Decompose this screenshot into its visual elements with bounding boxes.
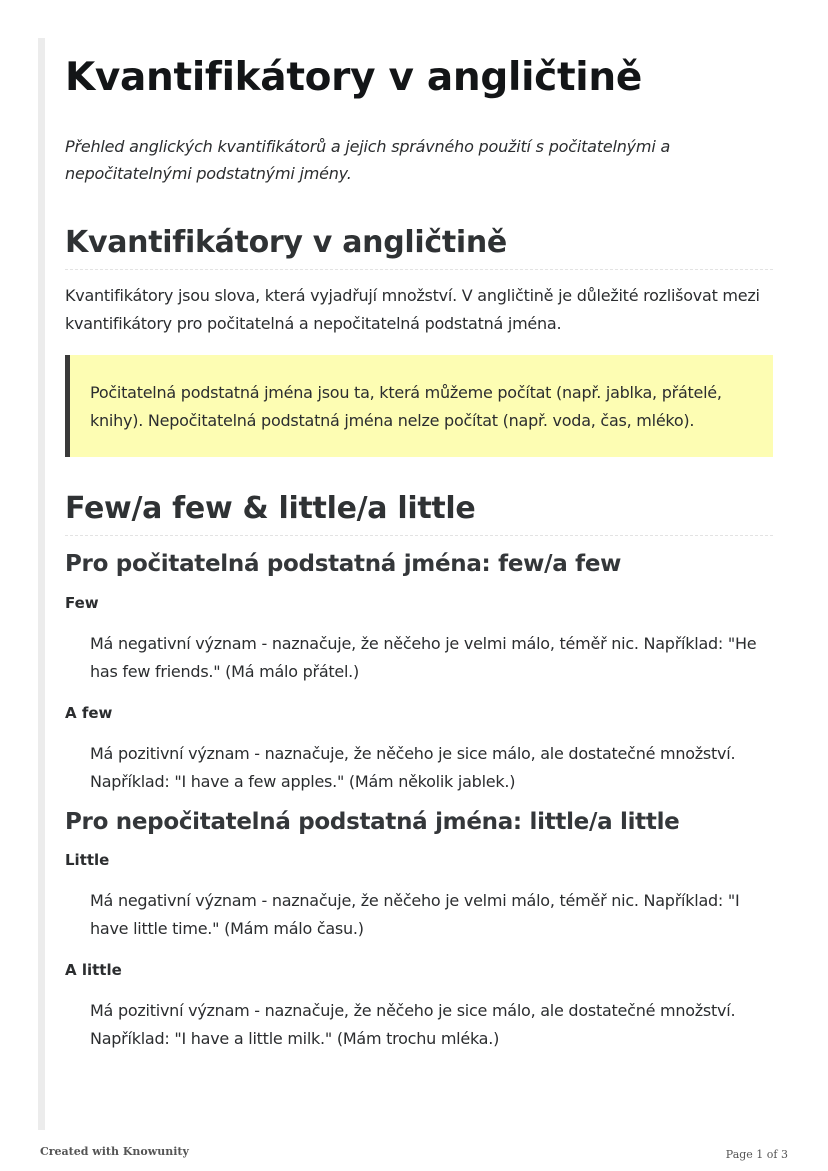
term-little: Little (65, 851, 110, 870)
intro-section (65, 225, 773, 457)
note-callout: Počitatelná podstatná jména jsou ta, která můžeme počítat (např. jablka, přátelé, knihy). Nepočitatelná podstatná jména nelze počítat (např. voda, čas, mléko). (65, 355, 773, 457)
left-margin-rule (38, 38, 45, 1130)
uncountable-heading: Pro nepočitatelná podstatná jména: little/a little (65, 808, 680, 835)
document-subtitle: Přehled anglických kvantifikátorů a jejich správného použití s počitatelnými a nepočitatelnými podstatnými jmény. (65, 136, 671, 183)
definition-a-few: Má pozitivní význam - naznačuje, že něčeho je sice málo, ale dostatečné množství. Například: "I have a few apples." (Mám několik jablek.) (90, 743, 736, 791)
document-content (65, 52, 773, 1053)
few-little-section (65, 491, 773, 1054)
definition-little: Má negativní význam - naznačuje, že něčeho je velmi málo, téměř nic. Například: "I have little time." (Mám málo času.) (90, 891, 740, 939)
document-title: Kvantifikátory v angličtině (65, 55, 642, 100)
footer-credit: Created with Knowunity (40, 1145, 189, 1158)
footer-page-number: Page 1 of 3 (725, 1148, 788, 1161)
few-little-heading: Few/a few & little/a little (65, 491, 773, 536)
term-few: Few (65, 593, 99, 612)
definition-a-little: Má pozitivní význam - naznačuje, že něčeho je sice málo, ale dostatečné množství. Například: "I have a little milk." (Mám trochu mléka.) (90, 1001, 736, 1049)
intro-paragraph: Kvantifikátory jsou slova, která vyjadřují množství. V angličtině je důležité rozlišovat mezi kvantifikátory pro počitatelná a nepočitatelná podstatná jména. (65, 285, 760, 333)
term-a-little: A little (65, 961, 122, 980)
term-a-few: A few (65, 703, 113, 722)
definition-few: Má negativní význam - naznačuje, že něčeho je velmi málo, téměř nic. Například: "He has few friends." (Má málo přátel.) (90, 633, 757, 681)
intro-heading: Kvantifikátory v angličtině (65, 225, 773, 270)
countable-heading: Pro počitatelná podstatná jména: few/a few (65, 550, 622, 577)
